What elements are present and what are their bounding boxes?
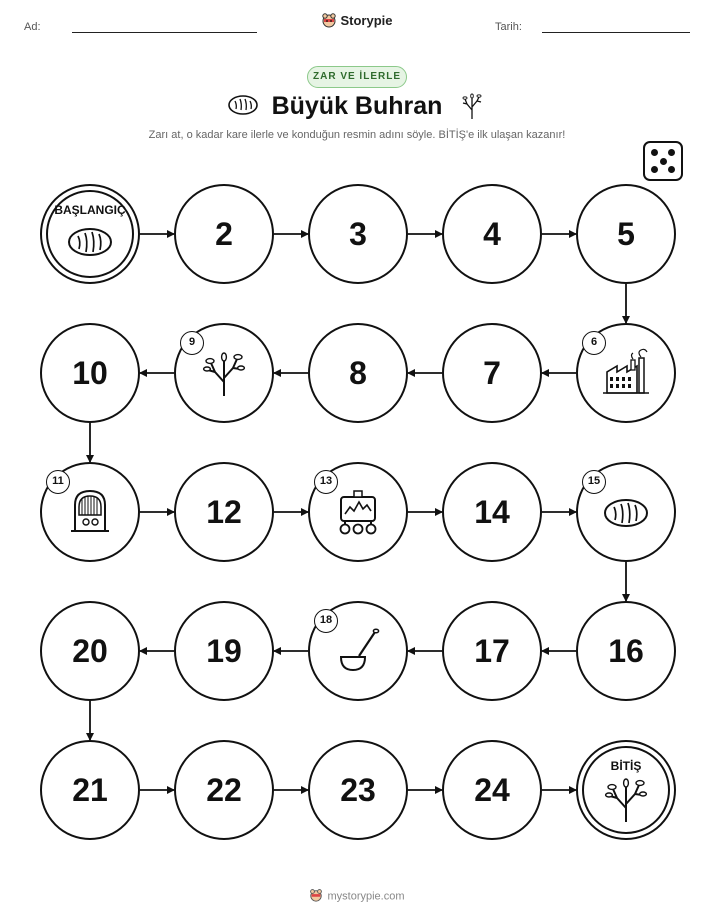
cell-9[interactable] [174,323,274,423]
date-label: Tarih: [495,21,522,33]
cell-18[interactable] [308,601,408,701]
tree-icon [601,774,651,824]
cell-8[interactable] [308,323,408,423]
cell-number: 10 [72,355,108,391]
page-title: Büyük Buhran [271,92,443,120]
cell-number-badge: 11 [46,470,70,494]
name-label: Ad: [24,21,41,33]
cell-4[interactable] [442,184,542,284]
cell-21[interactable] [40,740,140,840]
cell-number: 23 [340,772,376,808]
footer-url: mystorypie.com [327,890,405,903]
cell-20[interactable] [40,601,140,701]
radio-icon [65,487,115,537]
cell-6[interactable] [576,323,676,423]
cell-number: 12 [206,494,242,530]
cell-number: 21 [72,772,108,808]
cell-number: 16 [608,633,644,669]
cell-23[interactable] [308,740,408,840]
factory-icon [601,348,651,398]
cell-12[interactable] [174,462,274,562]
cell-2[interactable] [174,184,274,284]
cell-5[interactable] [576,184,676,284]
cell-number: 2 [215,216,233,252]
ladle-icon [333,626,383,676]
bread-icon [601,487,651,537]
cell-24[interactable] [442,740,542,840]
cell-14[interactable] [442,462,542,562]
finish-label: BİTİŞ [610,759,642,773]
cell-17[interactable] [442,601,542,701]
cell-number: 3 [349,216,367,252]
cell-13[interactable] [308,462,408,562]
cell-15[interactable] [576,462,676,562]
cell-number: 7 [483,355,501,391]
activity-tag: ZAR VE İLERLE [307,66,407,88]
cell-number-badge: 18 [314,609,338,633]
cell-19[interactable] [174,601,274,701]
cell-number-badge: 15 [582,470,606,494]
mascot-icon [309,888,323,905]
cell-11[interactable] [40,462,140,562]
cell-number: 24 [474,772,510,808]
cell-number-badge: 6 [582,331,606,355]
cell-10[interactable] [40,323,140,423]
cell-number: 19 [206,633,242,669]
stock-ticker-icon [333,487,383,537]
cell-number-badge: 13 [314,470,338,494]
cell-number: 22 [206,772,242,808]
brand-name: Storypie [340,12,393,28]
cell-number: 5 [617,216,635,252]
footer [0,888,714,905]
cell-finish[interactable] [576,740,676,840]
tree-icon [199,348,249,398]
instructions: Zarı at, o kadar kare ilerle ve konduğun resmin adını söyle. BİTİŞ'e ilk ulaşan kazanır! [148,129,566,141]
start-label: BAŞLANGIÇ [54,203,126,217]
cell-number: 17 [474,633,510,669]
bread-icon [65,216,115,266]
cell-number: 8 [349,355,367,391]
cell-7[interactable] [442,323,542,423]
cell-22[interactable] [174,740,274,840]
cell-number: 14 [474,494,510,530]
cell-3[interactable] [308,184,408,284]
cell-16[interactable] [576,601,676,701]
cell-start[interactable] [40,184,140,284]
cell-number: 4 [483,216,501,252]
cell-number-badge: 9 [180,331,204,355]
cell-number: 20 [72,633,108,669]
